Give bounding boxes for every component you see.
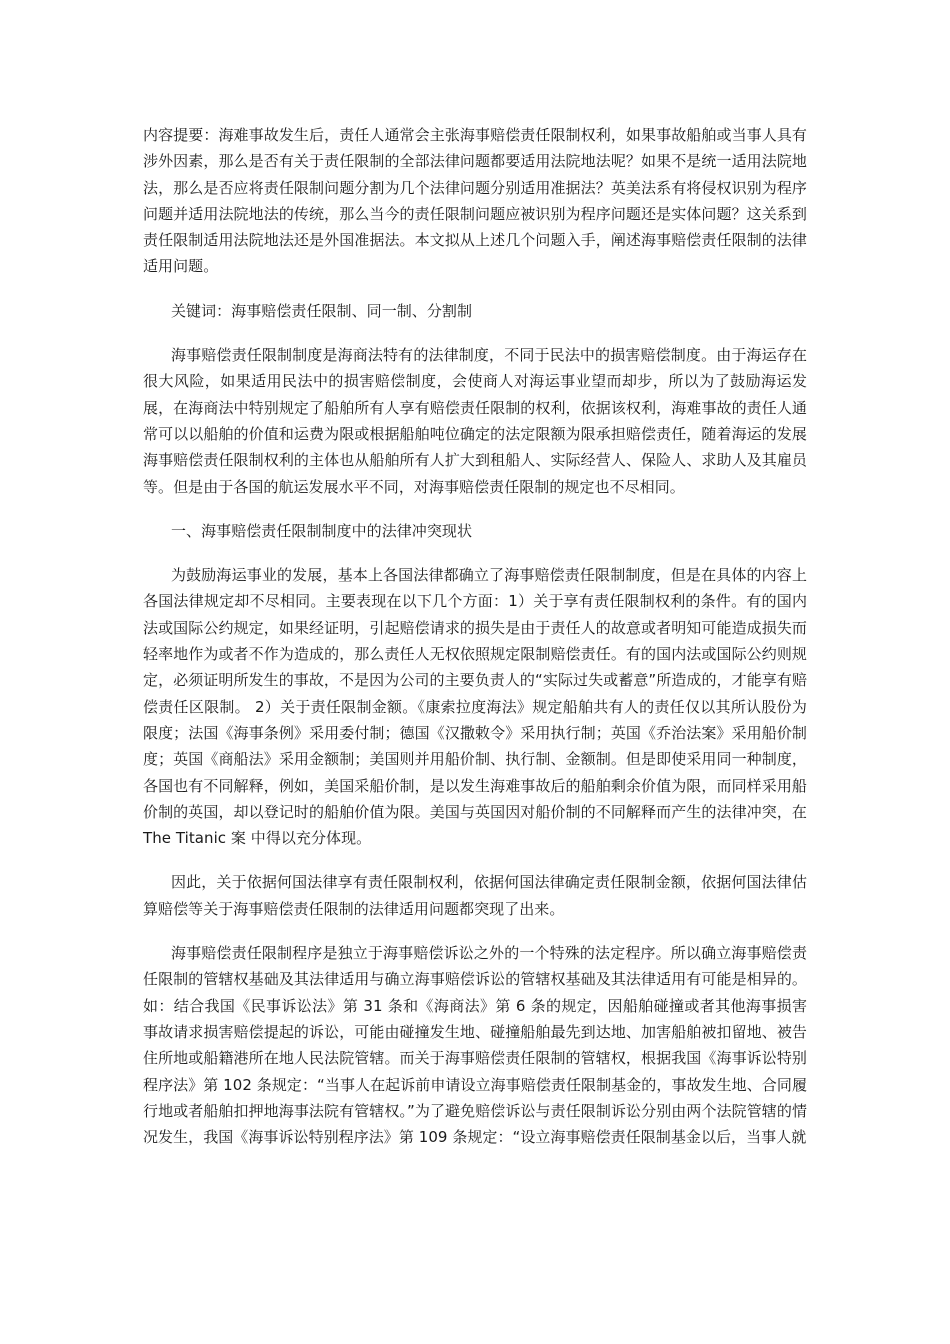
- paragraph-gap: [143, 280, 807, 298]
- section-paragraph-1: 为鼓励海运事业的发展，基本上各国法律都确立了海事赔偿责任限制制度，但是在具体的内容上各国法律规定却不尽相同。主要表现在以下几个方面：1）关于享有责任限制权利的条件。有的国内法或国际公约规定，如果经证明，引起赔偿请求的损失是由于责任人的故意或者明知可能造成损失而轻率地作为或者不作为造成的，那么责任人无权依照规定限制赔偿责任。有的国内法或国际公约则规定，必须证明所发生的事故，不是因为公司的主要负责人的“实际过失或蓄意”所造成的，才能享有赔偿责任区限制。 2）关于责任限制金额。《康索拉度海法》规定船舶共有人的责任仅以其所认股份为限度；法国《海事条例》采用委付制；德国《汉撒敕令》采用执行制；英国《乔治法案》采用船价制度；英国《商船法》采用金额制；美国则并用船价制、执行制、金额制。但是即使采用同一种制度，各国也有不同解释，例如，美国采船价制，是以发生海难事故后的船舶剩余价值为限，而同样采用船价制的英国，却以登记时的船舶价值为限。美国与英国因对船价制的不同解释而产生的法律冲突，在 The Titanic 案 中得以充分体现。: [143, 566, 807, 848]
- section-paragraph-2: 因此，关于依据何国法律享有责任限制权利，依据何国法律确定责任限制金额，依据何国法律估算赔偿等关于海事赔偿责任限制的法律适用问题都突现了出来。: [143, 873, 807, 918]
- keywords-line: 关键词：海事赔偿责任限制、同一制、分割制: [171, 301, 473, 320]
- paragraph-gap: [143, 851, 807, 869]
- document-body: [143, 122, 807, 1150]
- section-heading: 一、海事赔偿责任限制制度中的法律冲突现状: [171, 521, 473, 540]
- paragraph-gap: [143, 500, 807, 518]
- paragraph-gap: [143, 324, 807, 342]
- abstract-paragraph: 内容提要：海难事故发生后，责任人通常会主张海事赔偿责任限制权利，如果事故船舶或当事人具有涉外因素，那么是否有关于责任限制的全部法律问题都要适用法院地法呢？如果不是统一适用法院地法，那么是否应将责任限制问题分割为几个法律问题分别适用准据法？英美法系有将侵权识别为程序问题并适用法院地法的传统，那么当今的责任限制问题应被识别为程序问题还是实体问题？这关系到责任限制适用法院地法还是外国准据法。本文拟从上述几个问题入手，阐述海事赔偿责任限制的法律适用问题。: [143, 126, 807, 276]
- paragraph-gap: [143, 544, 807, 562]
- section-paragraph-3: 海事赔偿责任限制程序是独立于海事赔偿诉讼之外的一个特殊的法定程序。所以确立海事赔偿责任限制的管辖权基础及其法律适用与确立海事赔偿诉讼的管辖权基础及其法律适用有可能是相异的。如：结合我国《民事诉讼法》第 31 条和《海商法》第 6 条的规定，因船舶碰撞或者其他海事损害事故请求损害赔偿提起的诉讼，可能由碰撞发生地、碰撞船舶最先到达地、加害船舶被扣留地、被告住所地或船籍港所在地人民法院管辖。而关于海事赔偿责任限制的管辖权，根据我国《海事诉讼特别程序法》第 102 条规定：“当事人在起诉前申请设立海事赔偿责任限制基金的，事故发生地、合同履行地或者船舶扣押地海事法院有管辖权。”为了避免赔偿诉讼与责任限制诉讼分别由两个法院管辖的情况发生，我国《海事诉讼特别程序法》第 109 条规定：“设立海事赔偿责任限制基金以后，当事人就: [143, 944, 807, 1147]
- paragraph-gap: [143, 922, 807, 940]
- intro-paragraph: 海事赔偿责任限制制度是海商法特有的法律制度，不同于民法中的损害赔偿制度。由于海运存在很大风险，如果适用民法中的损害赔偿制度，会使商人对海运事业望而却步，所以为了鼓励海运发展，在海商法中特别规定了船舶所有人享有赔偿责任限制的权利，依据该权利，海难事故的责任人通常可以以船舶的价值和运费为限或根据船舶吨位确定的法定限额为限承担赔偿责任，随着海运的发展海事赔偿责任限制权利的主体也从船舶所有人扩大到租船人、实际经营人、保险人、求助人及其雇员等。但是由于各国的航运发展水平不同，对海事赔偿责任限制的规定也不尽相同。: [143, 346, 807, 496]
